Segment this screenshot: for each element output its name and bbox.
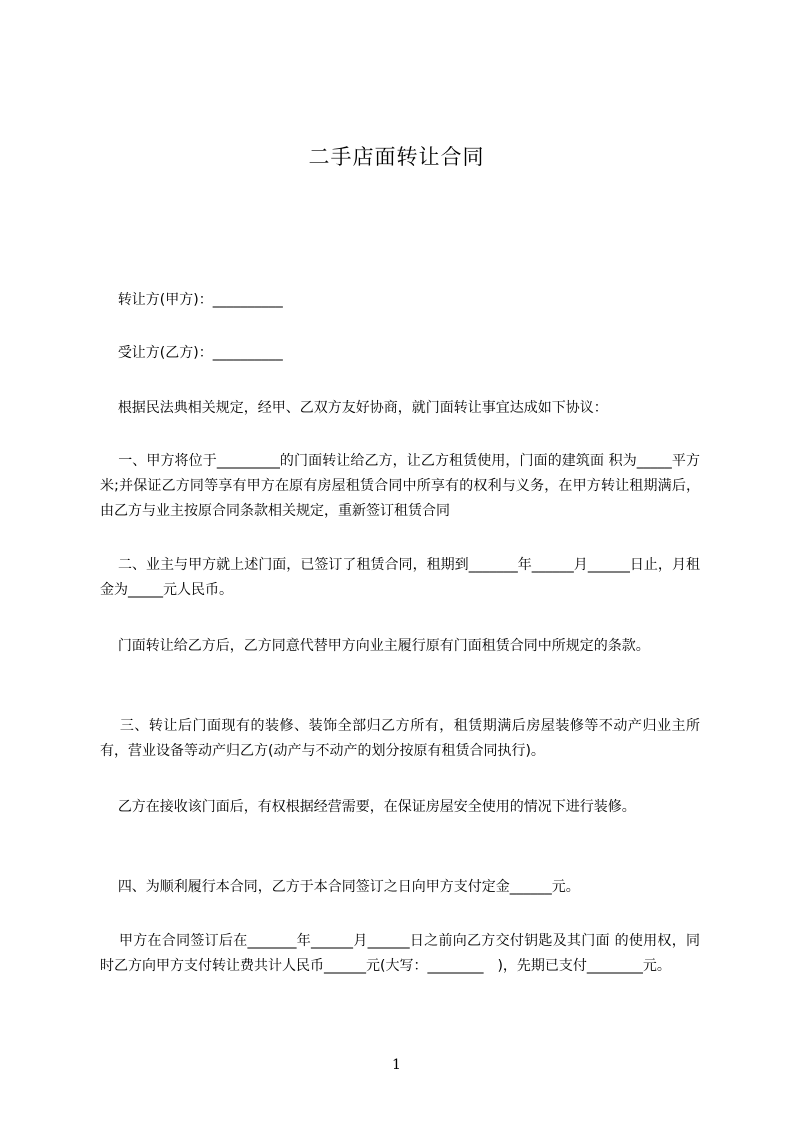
transferee-line: 受让方(乙方)：__________ (100, 345, 283, 361)
intro-paragraph: 根据民法典相关规定，经甲、乙双方友好协商，就门面转让事宜达成如下协议： (100, 400, 608, 416)
page-number: 1 (392, 1057, 401, 1073)
clause-3: 三、转让后门面现有的装修、装饰全部归乙方所有，租赁期满后房屋装修等不动产归业主所有，营业设备等动产归乙方(动产与不动产的划分按原有租赁合同执行)。 (100, 718, 700, 759)
clause-3-supplement: 乙方在接收该门面后，有权根据经营需要，在保证房屋安全使用的情况下进行装修。 (100, 799, 636, 815)
clause-2: 二、业主与甲方就上述门面，已签订了租赁合同，租期到_______年______月______日止，月租金为_____元人民币。 (100, 557, 700, 598)
clause-1: 一、甲方将位于_________的门面转让给乙方，让乙方租赁使用，门面的建筑面 积为_____平方米;并保证乙方同等享有甲方在原有房屋租赁合同中所享有的权利与义务，在甲方转让租期满后，由乙方与业主按原合同条款相关规定，重新签订租赁合同 (100, 453, 700, 519)
clause-4: 四、为顺利履行本合同，乙方于本合同签订之日向甲方支付定金______元。 (100, 879, 580, 895)
clause-4-supplement: 甲方在合同签订后在_______年______月______日之前向乙方交付钥匙及其门面 的使用权，同时乙方向甲方支付转让费共计人民币______元(大写：________ )，先期已支付________元。 (100, 933, 700, 974)
document-title: 二手店面转让合同 (308, 145, 485, 169)
transferor-line: 转让方(甲方)：__________ (100, 292, 283, 308)
clause-2-supplement: 门面转让给乙方后，乙方同意代替甲方向业主履行原有门面租赁合同中所规定的条款。 (100, 638, 650, 654)
